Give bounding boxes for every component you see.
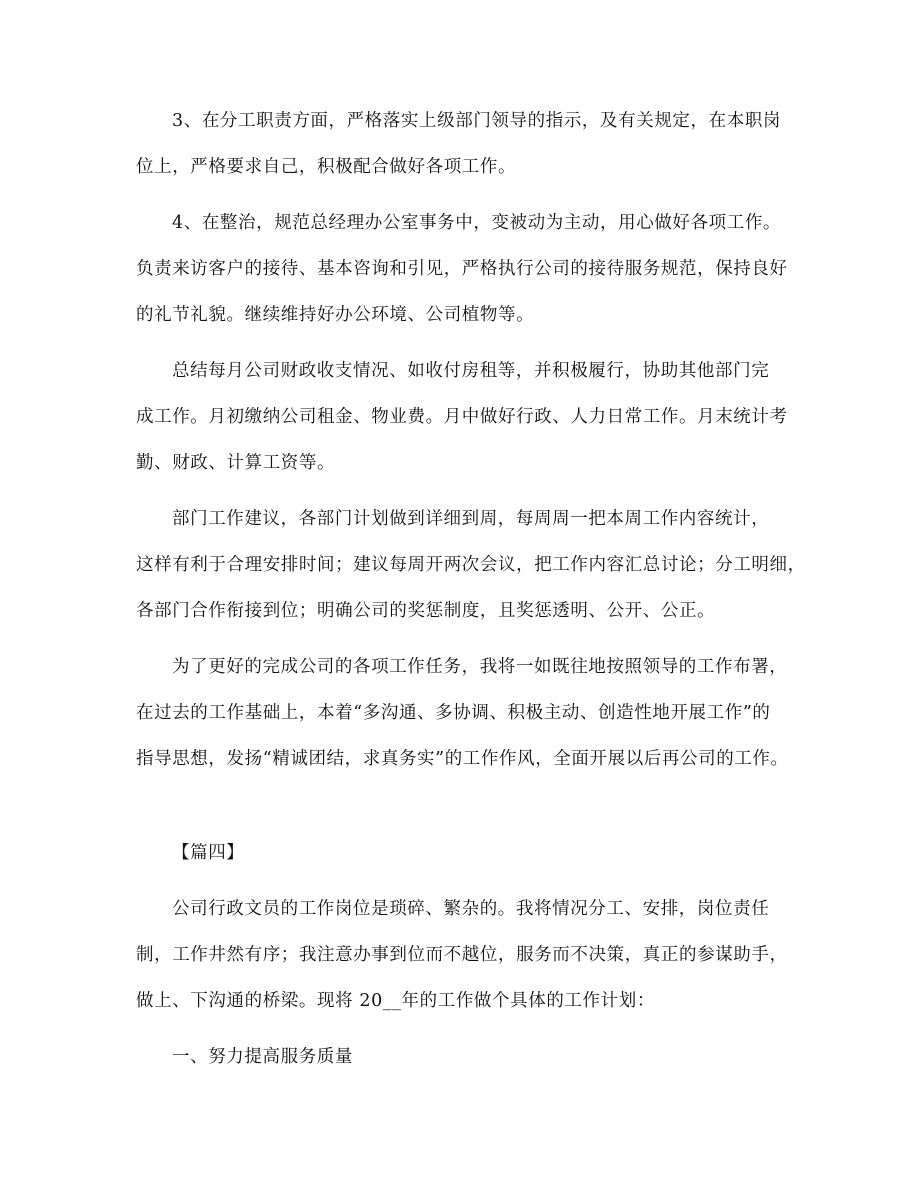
paragraph-1-line-2: 位上，严格要求自己，积极配合做好各项工作。 — [136, 157, 517, 177]
section-heading: 【篇四】 — [172, 843, 245, 863]
paragraph-6-line-1: 公司行政文员的工作岗位是琐碎、繁杂的。我将情况分工、安排，岗位责任 — [172, 899, 770, 919]
paragraph-2-line-1: 4、在整治，规范总经理办公室事务中，变被动为主动，用心做好各项工作。 — [172, 213, 782, 233]
paragraph-4-line-3: 各部门合作衔接到位；明确公司的奖惩制度，且奖惩透明、公开、公正。 — [136, 601, 716, 621]
paragraph-3-line-2: 成工作。月初缴纳公司租金、物业费。月中做好行政、人力日常工作。月末统计考 — [136, 407, 788, 427]
paragraph-2-line-3: 的礼节礼貌。继续维持好办公环境、公司植物等。 — [136, 305, 535, 325]
paragraph-3-line-3: 勤、财政、计算工资等。 — [136, 453, 336, 473]
paragraph-2-line-2: 负责来访客户的接待、基本咨询和引见，严格执行公司的接待服务规范，保持良好 — [136, 259, 788, 279]
paragraph-5-line-1: 为了更好的完成公司的各项工作任务，我将一如既往地按照领导的工作布署， — [172, 657, 788, 677]
paragraph-6-line-3: 做上、下沟通的桥梁。现将 20__年的工作做个具体的工作计划： — [136, 991, 655, 1011]
paragraph-4-line-2: 这样有利于合理安排时间；建议每周开两次会议，把工作内容汇总讨论；分工明细， — [136, 555, 806, 575]
paragraph-5-line-2: 在过去的工作基础上，本着“多沟通、多协调、积极主动、创造性地开展工作”的 — [136, 703, 771, 723]
subheading: 一、努力提高服务质量 — [172, 1047, 353, 1067]
paragraph-4-line-1: 部门工作建议，各部门计划做到详细到周，每周周一把本周工作内容统计， — [172, 509, 770, 529]
paragraph-3-line-1: 总结每月公司财政收支情况、如收付房租等，并积极履行，协助其他部门完 — [172, 361, 770, 381]
paragraph-6-line-2: 制，工作井然有序；我注意办事到位而不越位，服务而不决策，真正的参谋助手， — [136, 945, 788, 965]
paragraph-1-line-1: 3、在分工职责方面，严格落实上级部门领导的指示，及有关规定，在本职岗 — [172, 111, 782, 131]
paragraph-5-line-3: 指导思想，发扬“精诚团结，求真务实”的工作作风，全面开展以后再公司的工作。 — [136, 749, 789, 769]
